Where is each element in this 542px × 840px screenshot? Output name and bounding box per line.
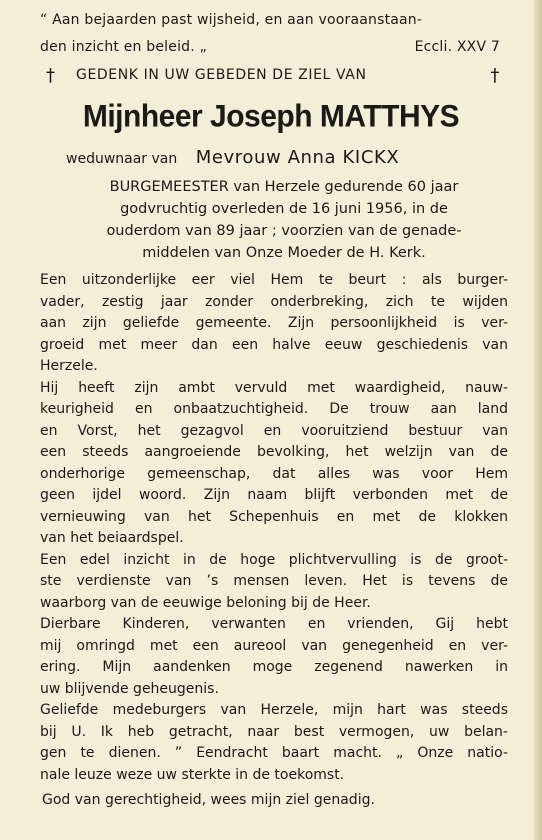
text-line: Een edel inzicht in de hoge plichtvervulling is de groot- [40, 551, 508, 568]
biography [84, 176, 484, 264]
quote-line-2-text: den inzicht en beleid. „ [40, 39, 208, 55]
quote-line-1: “ Aan bejaarden past wijsheid, en aan vooraanstaan- [40, 12, 423, 28]
text-line: ering. Mijn aandenken moge zegenend nawerken in [40, 659, 508, 675]
widower-line [66, 147, 399, 168]
text-line: Hij heeft zijn ambt vervuld met waardigheid, nauw- [40, 379, 508, 396]
text-line: keurigheid en onbaatzuchtigheid. De trouw aan land [40, 401, 508, 417]
bio-line: middelen van Onze Moeder de H. Kerk. [142, 245, 426, 261]
text-line: aan zijn geliefde gemeente. Zijn persoonlijkheid is ver- [40, 315, 508, 331]
bio-line: godvruchtig overleden de 16 juni 1956, in de [120, 201, 448, 217]
text-line: vernieuwing van het Schepenhuis en met de klokken [40, 508, 508, 525]
cross-icon-left: † [46, 65, 56, 86]
text-line: vader, zestig jaar zonder onderbreking, zich te wijden [40, 293, 508, 310]
memorial-text: GEDENK IN UW GEBEDEN DE ZIEL VAN [76, 67, 367, 83]
paragraph [40, 550, 508, 615]
text-line: mij omringd met een aureool van genegenheid en ver- [40, 637, 508, 654]
text-line: Geliefde medeburgers van Herzele, mijn hart was steeds [40, 702, 508, 718]
text-line: onderhorige gemeenschap, dat alles was voor Hem [40, 465, 508, 482]
text-line: van het beiaardspel. [40, 530, 184, 546]
text-line: Dierbare Kinderen, verwanten en vrienden, Gij hebt [40, 616, 508, 632]
text-line: Herzele. [40, 358, 98, 374]
text-line: nale leuze weze uw sterkte in de toekomst. [40, 766, 345, 783]
cross-icon-right: † [490, 65, 500, 86]
deceased-name: Mijnheer Joseph MATTHYS [82, 99, 460, 134]
paragraph [40, 700, 508, 786]
paragraph [40, 614, 508, 700]
text-line: waarborg van de eeuwige beloning bij de Heer. [40, 594, 371, 611]
text-line: bij U. Ik heb getracht, naar best vermogen, uw belan- [40, 723, 508, 740]
text-line: ste verdienste van ’s mensen leven. Het is tevens de [40, 573, 508, 589]
text-line: uw blijvende geheugenis. [40, 680, 219, 697]
quote-reference: Eccli. XXV 7 [414, 39, 500, 55]
paragraph [40, 378, 508, 550]
bio-line: ouderdom van 89 jaar ; voorzien van de genade- [106, 223, 462, 239]
text-line: gen te dienen. ” Eendracht baart macht. „ Onze natio- [40, 745, 508, 761]
text-line: groeid met meer dan een halve eeuw geschiedenis van [40, 336, 508, 353]
text-line: en Vorst, het gezagvol en vooruitziend bestuur van [40, 422, 508, 439]
bio-line: BURGEMEESTER van Herzele gedurende 60 jaar [109, 179, 459, 195]
widower-label: weduwnaar van [66, 151, 178, 167]
spouse-name: Mevrouw Anna KICKX [195, 147, 400, 168]
text-line: Een uitzonderlijke eer viel Hem te beurt : als burger- [40, 272, 508, 288]
text-line: geen ijdel woord. Zijn naam blijft verbonden met de [40, 487, 508, 503]
paragraph [40, 270, 508, 378]
text-line: een steeds aangroeiende bevolking, het welzijn van de [40, 444, 508, 460]
closing-prayer: God van gerechtigheid, wees mijn ziel genadig. [42, 792, 375, 808]
body-text [40, 270, 508, 786]
quote-line-2 [40, 37, 500, 57]
